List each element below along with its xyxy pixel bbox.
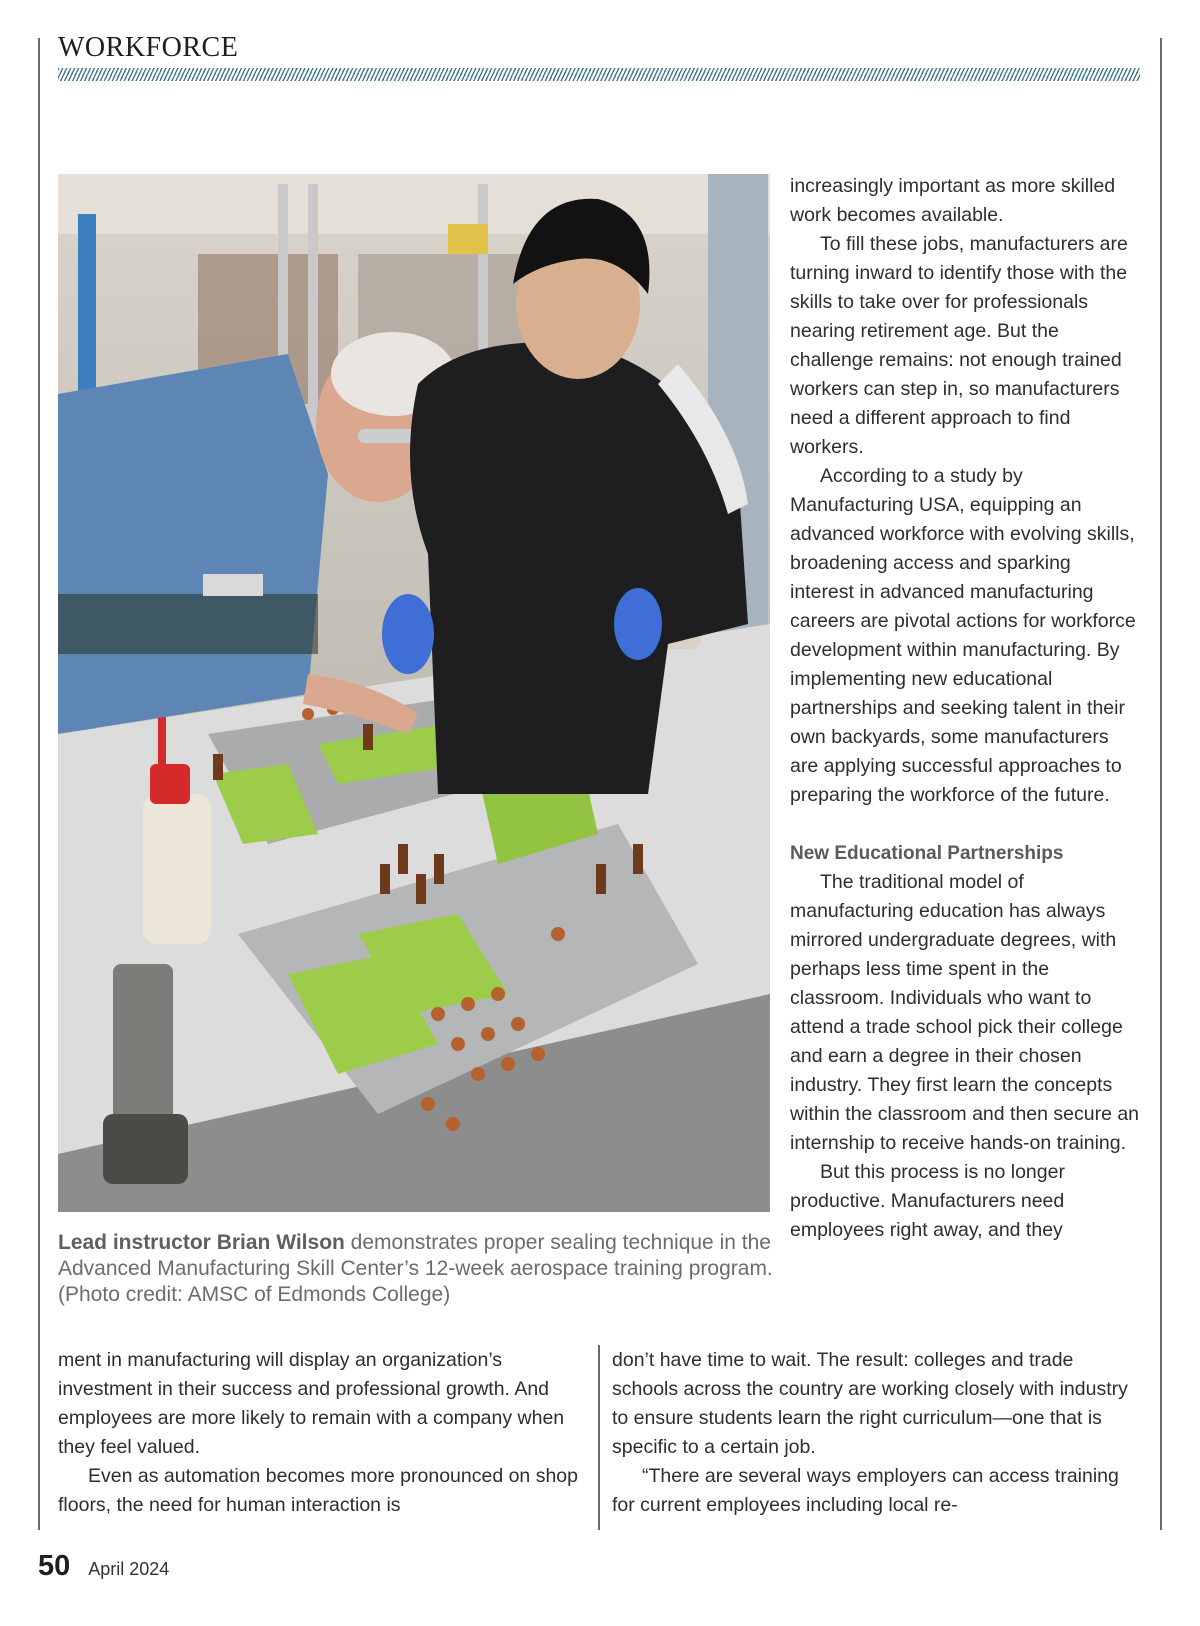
page-number: 50	[38, 1550, 71, 1582]
article-column-right-bottom	[612, 1346, 1142, 1520]
article-column-right	[790, 172, 1140, 1245]
paragraph: According to a study by Manufacturing USA, equipping an advanced workforce with evolving skills, broadening access and sparking interest in advanced manufacturing careers are pivotal actions for workforce development within manufacturing. By implementing new educational partnerships and seeking talent in their own backyards, some manufacturers are applying successful approaches to preparing the workforce of the future.	[790, 465, 1136, 806]
paragraph: But this process is no longer productive. Manufacturers need employees right away, and they	[790, 1161, 1065, 1241]
article-column-left-bottom	[58, 1346, 588, 1520]
paragraph: “There are several ways employers can access training for current employees including local re-	[612, 1465, 1119, 1516]
paragraph: ment in manufacturing will display an organization’s investment in their success and professional growth. And employees are more likely to remain with a company when they feel valued.	[58, 1349, 565, 1458]
paragraph: increasingly important as more skilled work becomes available.	[790, 175, 1116, 226]
column-divider	[598, 1345, 600, 1530]
article-photo	[58, 174, 770, 1212]
section-label: WORKFORCE	[58, 32, 239, 63]
paragraph: To fill these jobs, manufacturers are turning inward to identify those with the skills to take over for professionals nearing retirement age. But the challenge remains: not enough trained workers can step in, so manufacturers need a different approach to find workers.	[790, 233, 1128, 458]
subheading: New Educational Partnerships	[790, 843, 1064, 864]
caption-text: demonstrates proper sealing technique in the Advanced Manufacturing Skill Center’s 12-week aerospace training program. (Photo credit: AMSC of Edmonds College)	[58, 1231, 773, 1306]
photo-caption	[58, 1230, 778, 1308]
caption-lead: Lead instructor Brian Wilson	[58, 1231, 345, 1254]
page-border-right	[1160, 38, 1162, 1530]
paragraph: don’t have time to wait. The result: colleges and trade schools across the country are working closely with industry to ensure students learn the right curriculum—one that is specific to a certain job.	[612, 1349, 1128, 1458]
paragraph: Even as automation becomes more pronounced on shop floors, the need for human interaction is	[58, 1465, 578, 1516]
workshop-illustration	[58, 174, 770, 1212]
page-border-left	[38, 38, 40, 1530]
paragraph: The traditional model of manufacturing education has always mirrored undergraduate degrees, with perhaps less time spent in the classroom. Individuals who want to attend a trade school pick their college and earn a degree in their chosen industry. They first learn the concepts within the classroom and then secure an internship to receive hands-on training.	[790, 871, 1140, 1154]
header-hatch-rule	[58, 68, 1140, 81]
issue-date: April 2024	[88, 1559, 170, 1579]
page-footer	[38, 1550, 169, 1583]
